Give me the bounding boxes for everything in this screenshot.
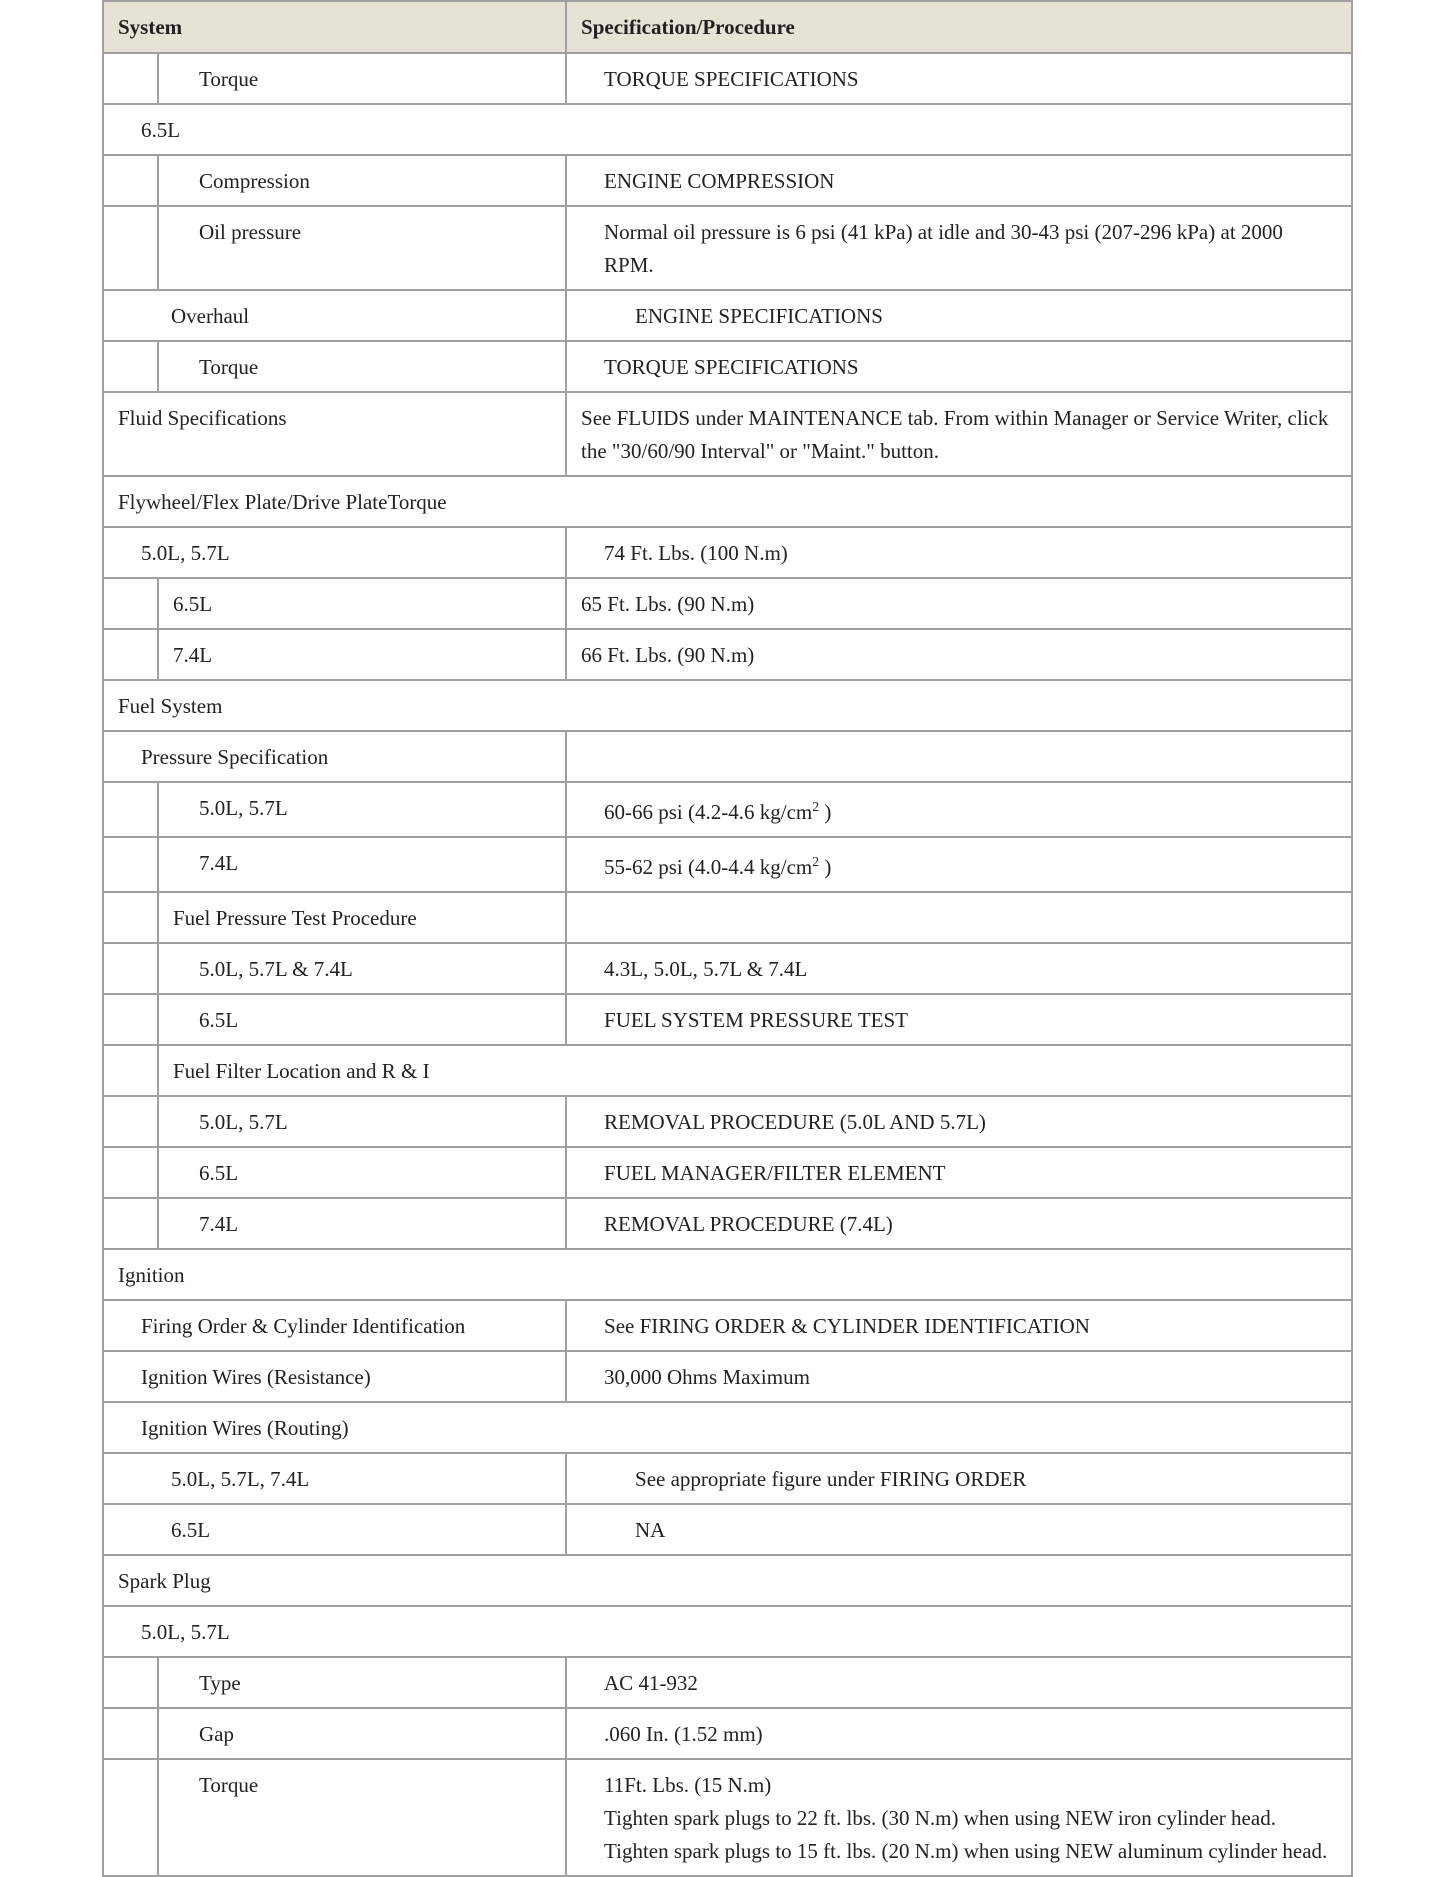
row-label: 7.4L <box>158 629 566 680</box>
row-label: Ignition Wires (Resistance) <box>103 1351 566 1402</box>
table-row <box>103 1096 1352 1147</box>
table-row <box>103 1708 1352 1759</box>
indent-cell <box>103 1198 158 1249</box>
row-label: 6.5L <box>158 578 566 629</box>
indent-cell <box>103 837 158 892</box>
value-line: 11Ft. Lbs. (15 N.m) <box>604 1773 772 1797</box>
subsection-label: 5.0L, 5.7L <box>103 1606 1352 1657</box>
row-value: See appropriate figure under FIRING ORDER <box>566 1453 1352 1504</box>
value-text: 55-62 psi (4.0-4.4 kg/cm <box>604 855 813 879</box>
row-value <box>566 837 1352 892</box>
row-label: 7.4L <box>158 837 566 892</box>
row-value: FUEL MANAGER/FILTER ELEMENT <box>566 1147 1352 1198</box>
row-value: REMOVAL PROCEDURE (7.4L) <box>566 1198 1352 1249</box>
table-row <box>103 892 1352 943</box>
table-row <box>103 578 1352 629</box>
row-label: Torque <box>158 341 566 392</box>
indent-cell <box>103 206 158 290</box>
table-row <box>103 341 1352 392</box>
row-value: TORQUE SPECIFICATIONS <box>566 53 1352 104</box>
row-label: Gap <box>158 1708 566 1759</box>
row-value: .060 In. (1.52 mm) <box>566 1708 1352 1759</box>
row-value: 74 Ft. Lbs. (100 N.m) <box>566 527 1352 578</box>
row-value: ENGINE COMPRESSION <box>566 155 1352 206</box>
indent-cell <box>103 578 158 629</box>
table-header-row <box>103 1 1352 53</box>
row-label: Overhaul <box>103 290 566 341</box>
table-row <box>103 206 1352 290</box>
table-row <box>103 392 1352 476</box>
section-label: Ignition <box>103 1249 1352 1300</box>
indent-cell <box>103 155 158 206</box>
row-value: 30,000 Ohms Maximum <box>566 1351 1352 1402</box>
header-system: System <box>103 1 566 53</box>
row-value: See FIRING ORDER & CYLINDER IDENTIFICATION <box>566 1300 1352 1351</box>
table-row <box>103 994 1352 1045</box>
table-row <box>103 1657 1352 1708</box>
table-row <box>103 1402 1352 1453</box>
row-label: 5.0L, 5.7L & 7.4L <box>158 943 566 994</box>
superscript: 2 <box>812 799 820 814</box>
row-label: 7.4L <box>158 1198 566 1249</box>
row-label: Torque <box>158 53 566 104</box>
empty-cell <box>566 892 1352 943</box>
row-value <box>566 782 1352 837</box>
row-label: 5.0L, 5.7L <box>158 1096 566 1147</box>
table-row <box>103 1351 1352 1402</box>
table-row <box>103 1555 1352 1606</box>
section-label: 6.5L <box>103 104 1352 155</box>
row-value: NA <box>566 1504 1352 1555</box>
subsection-label: Ignition Wires (Routing) <box>103 1402 1352 1453</box>
row-value: ENGINE SPECIFICATIONS <box>566 290 1352 341</box>
row-label: 5.0L, 5.7L, 7.4L <box>103 1453 566 1504</box>
table-row <box>103 1759 1352 1876</box>
table-row <box>103 476 1352 527</box>
specification-table <box>102 0 1353 1877</box>
row-label: Firing Order & Cylinder Identification <box>103 1300 566 1351</box>
row-value: 65 Ft. Lbs. (90 N.m) <box>566 578 1352 629</box>
indent-cell <box>103 1147 158 1198</box>
section-label: Fuel System <box>103 680 1352 731</box>
row-value: AC 41-932 <box>566 1657 1352 1708</box>
table-row <box>103 837 1352 892</box>
superscript: 2 <box>812 854 820 869</box>
row-label: Compression <box>158 155 566 206</box>
indent-cell <box>103 782 158 837</box>
table-row <box>103 104 1352 155</box>
table-row <box>103 155 1352 206</box>
row-label: Pressure Specification <box>103 731 566 782</box>
indent-cell <box>103 1096 158 1147</box>
indent-cell <box>103 1657 158 1708</box>
table-row <box>103 680 1352 731</box>
section-label: Spark Plug <box>103 1555 1352 1606</box>
value-line: Tighten spark plugs to 22 ft. lbs. (30 N.m) when using NEW iron cylinder head. <box>604 1806 1276 1830</box>
indent-cell <box>103 943 158 994</box>
table-row <box>103 1045 1352 1096</box>
indent-cell <box>103 1708 158 1759</box>
value-text: 60-66 psi (4.2-4.6 kg/cm <box>604 800 813 824</box>
indent-cell <box>103 892 158 943</box>
row-label: Oil pressure <box>158 206 566 290</box>
table-row <box>103 943 1352 994</box>
table-row <box>103 731 1352 782</box>
row-label: 5.0L, 5.7L <box>103 527 566 578</box>
table-row <box>103 290 1352 341</box>
table-row <box>103 527 1352 578</box>
indent-cell <box>103 1759 158 1876</box>
indent-cell <box>103 629 158 680</box>
row-value: TORQUE SPECIFICATIONS <box>566 341 1352 392</box>
indent-cell <box>103 1045 158 1096</box>
value-text: ) <box>819 855 832 879</box>
table-row <box>103 1198 1352 1249</box>
indent-cell <box>103 53 158 104</box>
empty-cell <box>566 731 1352 782</box>
row-value: REMOVAL PROCEDURE (5.0L AND 5.7L) <box>566 1096 1352 1147</box>
table-row <box>103 629 1352 680</box>
row-label: Torque <box>158 1759 566 1876</box>
value-line: Tighten spark plugs to 15 ft. lbs. (20 N.m) when using NEW aluminum cylinder head. <box>604 1839 1328 1863</box>
row-value: 4.3L, 5.0L, 5.7L & 7.4L <box>566 943 1352 994</box>
row-label: Fuel Pressure Test Procedure <box>158 892 566 943</box>
row-label: 6.5L <box>158 1147 566 1198</box>
subsection-label: Fuel Filter Location and R & I <box>158 1045 1352 1096</box>
row-label: 6.5L <box>103 1504 566 1555</box>
row-value: 66 Ft. Lbs. (90 N.m) <box>566 629 1352 680</box>
row-value: Normal oil pressure is 6 psi (41 kPa) at idle and 30-43 psi (207-296 kPa) at 2000 RPM. <box>566 206 1352 290</box>
table-row <box>103 1249 1352 1300</box>
row-label: Fluid Specifications <box>103 392 566 476</box>
table-row <box>103 1606 1352 1657</box>
row-label: 6.5L <box>158 994 566 1045</box>
table-row <box>103 1504 1352 1555</box>
row-label: Type <box>158 1657 566 1708</box>
row-value: FUEL SYSTEM PRESSURE TEST <box>566 994 1352 1045</box>
row-value: See FLUIDS under MAINTENANCE tab. From within Manager or Service Writer, click the "30/60/90 Interval" or "Maint." button. <box>566 392 1352 476</box>
table-row <box>103 1147 1352 1198</box>
row-value <box>566 1759 1352 1876</box>
table-row <box>103 782 1352 837</box>
indent-cell <box>103 341 158 392</box>
row-label: 5.0L, 5.7L <box>158 782 566 837</box>
value-text: ) <box>819 800 832 824</box>
section-label: Flywheel/Flex Plate/Drive PlateTorque <box>103 476 1352 527</box>
table-row <box>103 1453 1352 1504</box>
indent-cell <box>103 994 158 1045</box>
header-spec: Specification/Procedure <box>566 1 1352 53</box>
table-row <box>103 53 1352 104</box>
table-row <box>103 1300 1352 1351</box>
